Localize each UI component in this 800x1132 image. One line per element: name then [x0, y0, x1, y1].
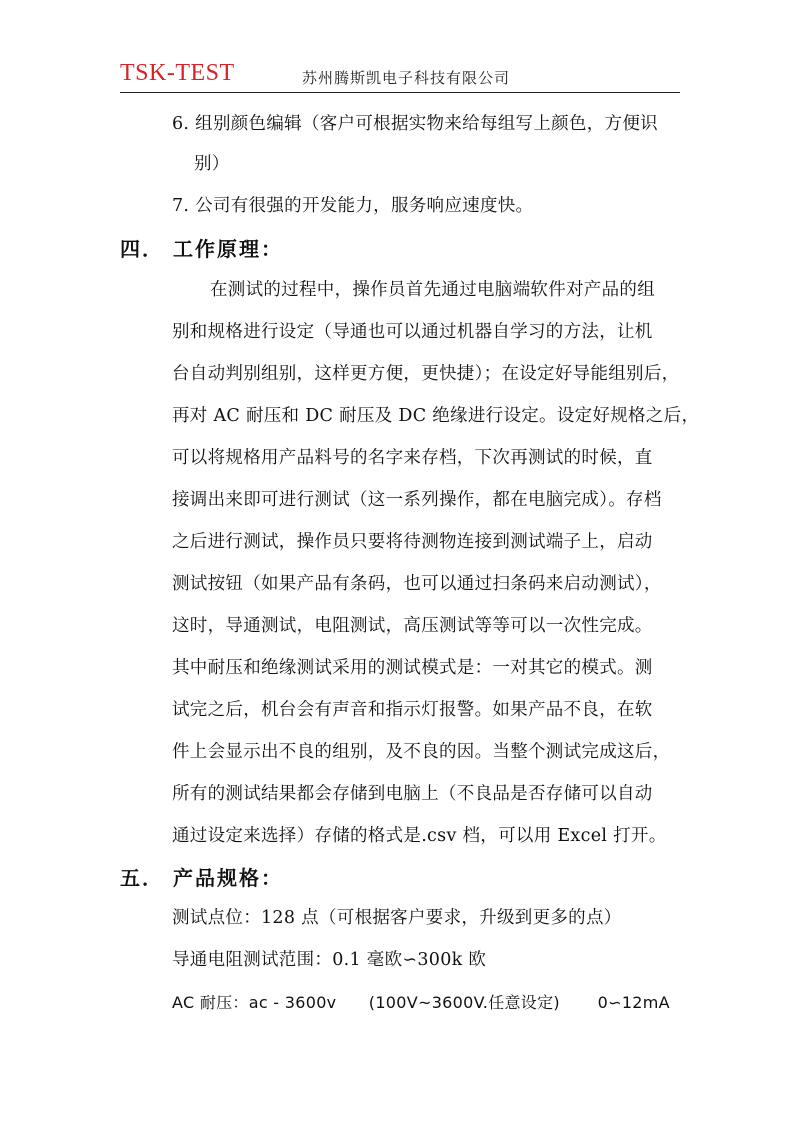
paragraph-line: 件上会显示出不良的组别，及不良的因。当整个测试完成这后， — [172, 742, 671, 762]
paragraph-line: 其中耐压和绝缘测试采用的测试模式是：一对其它的模式。测 — [172, 658, 653, 678]
paragraph-line: 之后进行测试，操作员只要将待测物连接到测试端子上，启动 — [172, 532, 653, 552]
paragraph-line: 别和规格进行设定（导通也可以通过机器自学习的方法，让机 — [172, 322, 653, 342]
paragraph-line: 台自动判别组别，这样更方便，更快捷）；在设定好导能组别后， — [172, 364, 680, 384]
section-4-heading: 四． 工作原理： — [120, 237, 283, 261]
paragraph-line: 测试按钮（如果产品有条码，也可以通过扫条码来启动测试）， — [172, 574, 662, 594]
section-5-heading: 五． 产品规格： — [120, 866, 283, 890]
paragraph-line: 这时，导通测试，电阻测试，高压测试等等可以一次性完成。 — [172, 616, 653, 636]
list-item-6-continued: 别） — [194, 154, 230, 174]
brand-logo-text: TSK-TEST — [120, 60, 235, 86]
paragraph-line: 可以将规格用产品料号的名字来存档，下次再测试的时候，直 — [172, 448, 653, 468]
page-header — [120, 58, 680, 93]
paragraph-line: 再对 AC 耐压和 DC 耐压及 DC 绝缘进行设定。设定好规格之后， — [172, 406, 700, 426]
paragraph-line: 在测试的过程中，操作员首先通过电脑端软件对产品的组 — [210, 280, 655, 300]
paragraph-line: 接调出来即可进行测试（这一系列操作，都在电脑完成）。存档 — [172, 490, 662, 510]
company-name: 苏州腾斯凯电子科技有限公司 — [302, 69, 511, 87]
list-item-7: 7. 公司有很强的开发能力，服务响应速度快。 — [172, 196, 534, 216]
spec-ac-withstand: AC 耐压：ac - 3600v (100V~3600V.任意设定) 0∽12mA — [172, 993, 670, 1012]
list-item-6: 6. 组别颜色编辑（客户可根据实物来给每组写上颜色，方便识 — [172, 114, 658, 134]
spec-test-points: 测试点位：128 点（可根据客户要求，升级到更多的点） — [172, 908, 622, 928]
paragraph-line: 通过设定来选择）存储的格式是.csv 档，可以用 Excel 打开。 — [172, 826, 667, 846]
spec-continuity-range: 导通电阻测试范围：0.1 毫欧∽300k 欧 — [172, 950, 487, 970]
paragraph-line: 试完之后，机台会有声音和指示灯报警。如果产品不良，在软 — [172, 700, 653, 720]
paragraph-line: 所有的测试结果都会存储到电脑上（不良品是否存储可以自动 — [172, 784, 653, 804]
